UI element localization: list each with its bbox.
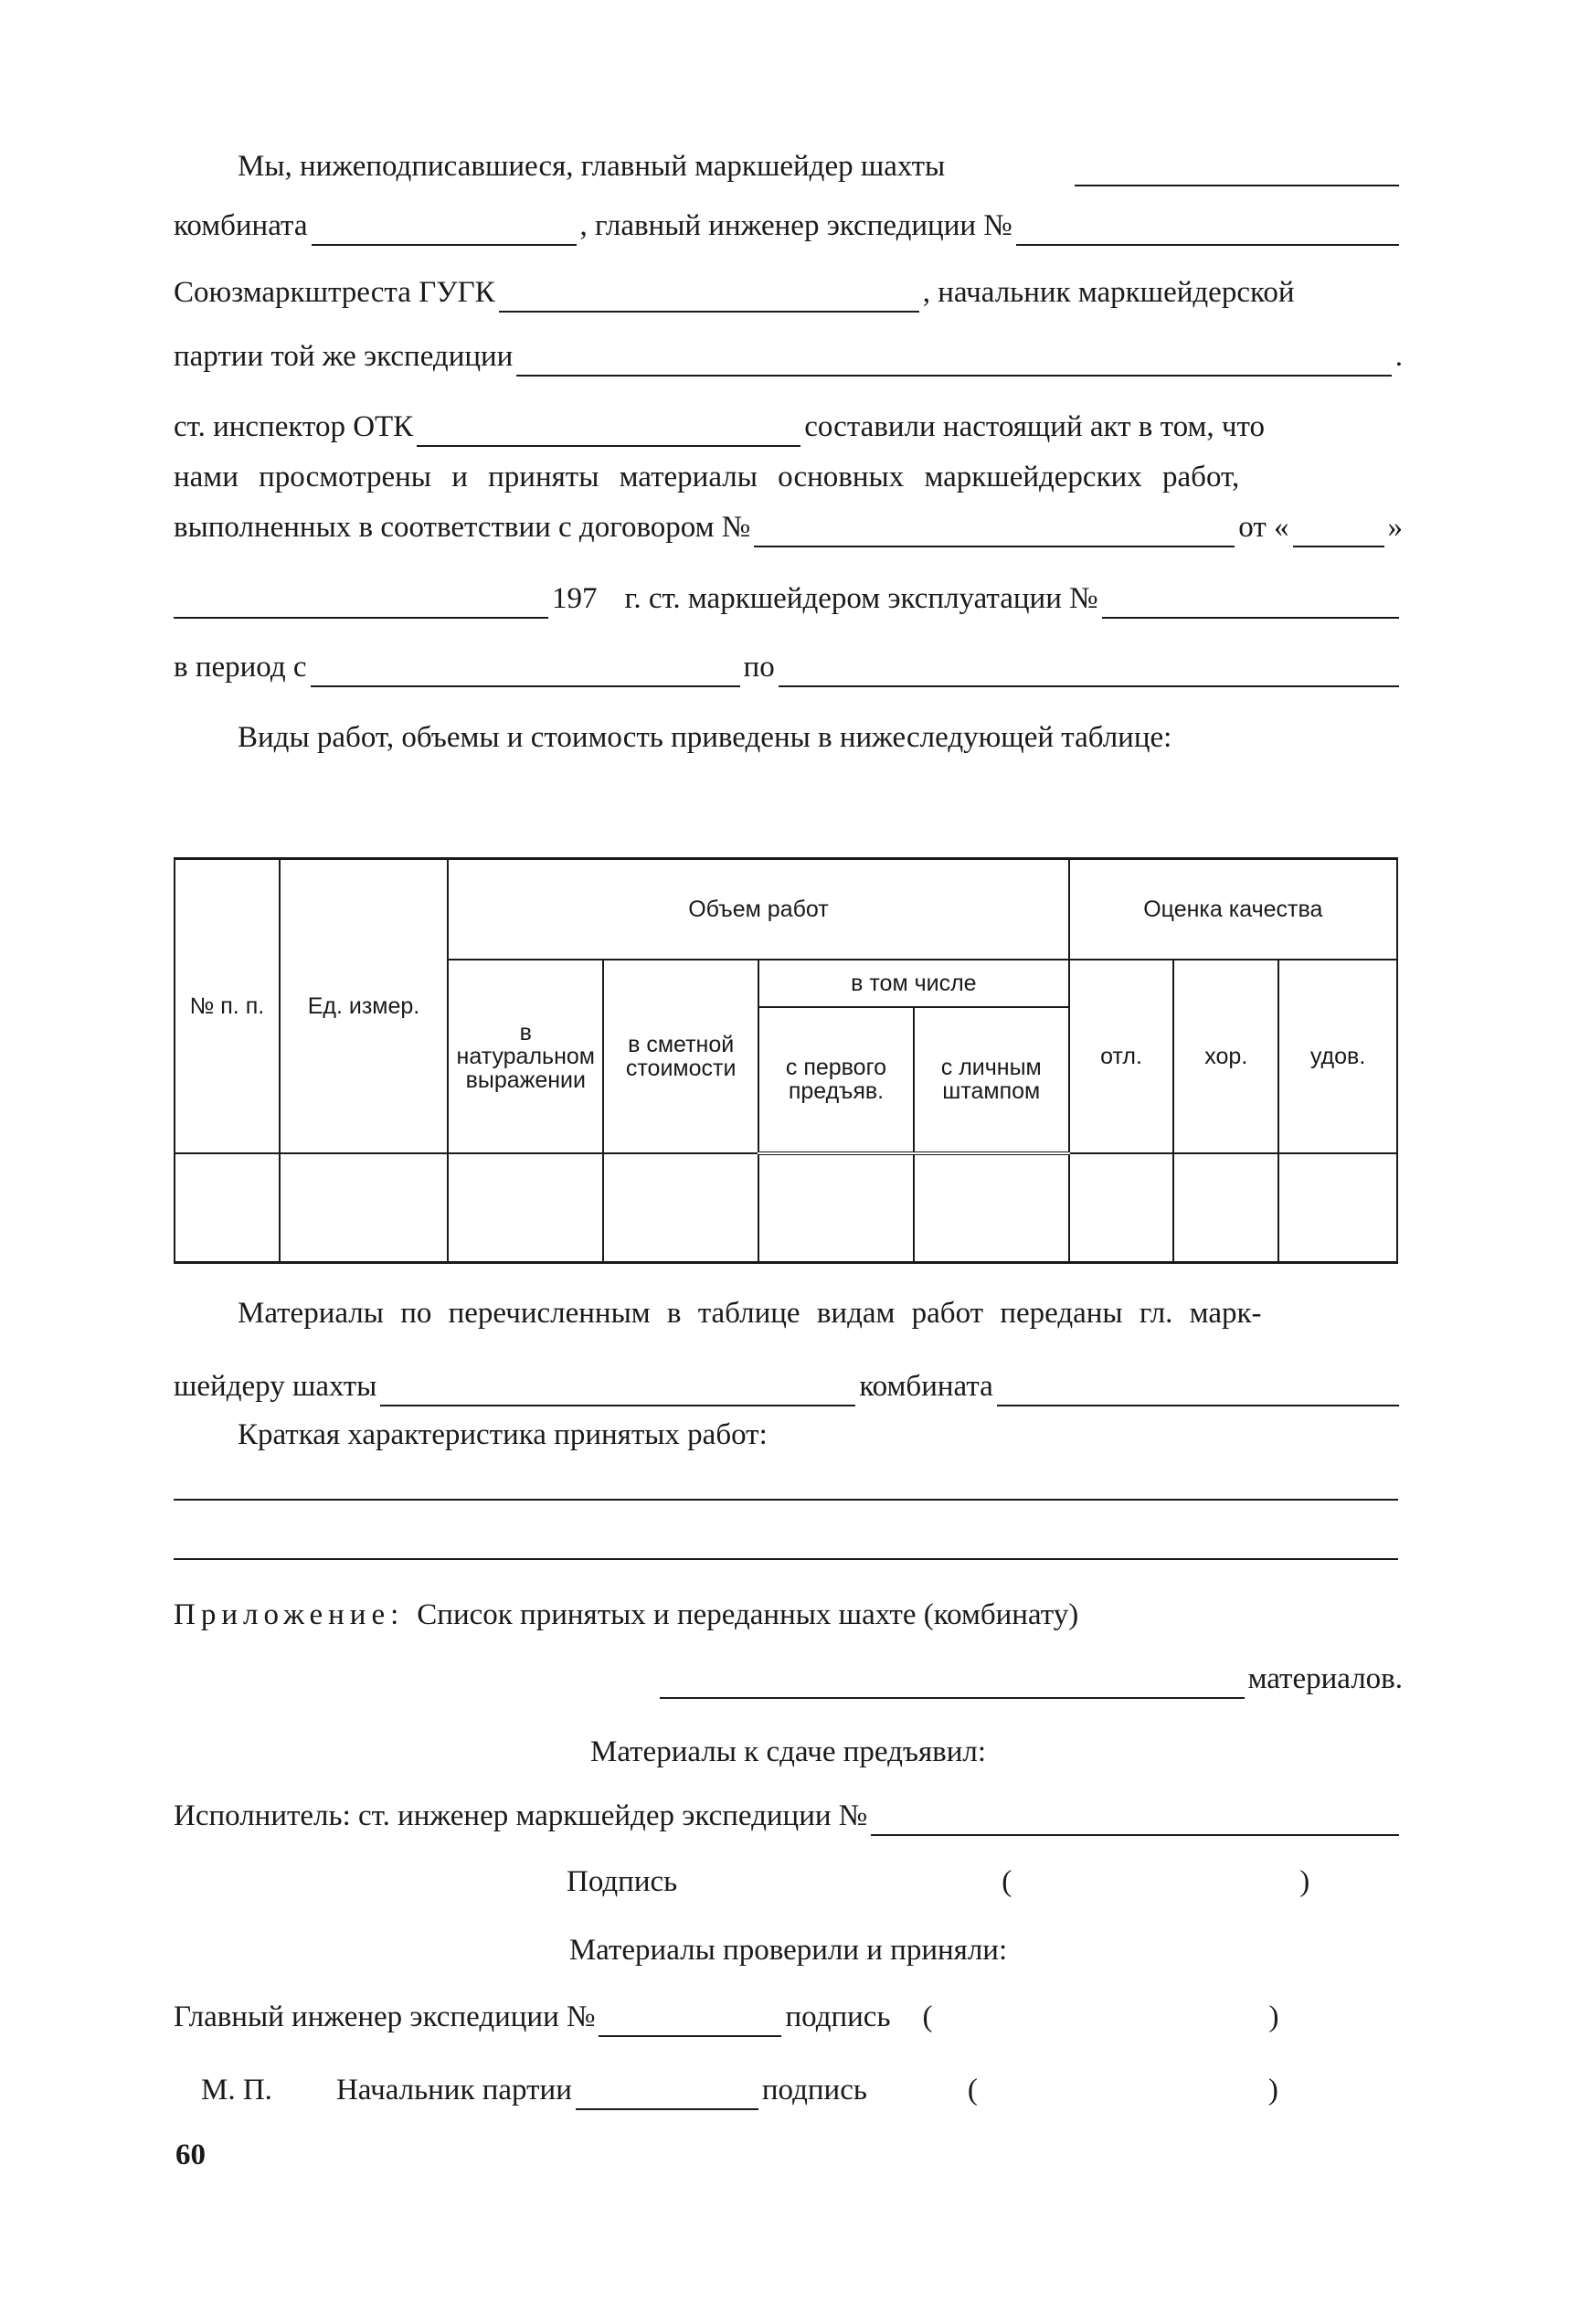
contract-label: выполненных в соответствии с договором №	[174, 511, 751, 544]
mine-surveyor-label: шейдеру шахты	[174, 1370, 377, 1403]
chief-sign-word: подпись	[785, 2000, 891, 2033]
signature-label: Подпись	[567, 1865, 678, 1898]
table-cell[interactable]	[758, 1153, 914, 1263]
chief-engineer-text: , главный инженер экспедиции №	[579, 209, 1012, 242]
table-cell[interactable]	[914, 1153, 1069, 1263]
performer-no-blank[interactable]	[871, 1807, 1399, 1836]
paren-open-2: (	[922, 2000, 933, 2033]
expedition-no-blank[interactable]	[1016, 217, 1399, 246]
appendix-line-2	[174, 1659, 1403, 1699]
intro-line-1	[174, 146, 1403, 186]
combine-label: комбината	[174, 209, 308, 242]
period-from-blank[interactable]	[311, 658, 740, 687]
summary-rule-1[interactable]	[174, 1499, 1398, 1501]
table-cell[interactable]	[1278, 1153, 1397, 1263]
period-to-label: по	[743, 651, 775, 684]
trust-name-blank[interactable]	[499, 283, 919, 313]
reviewed-text: нами просмотрены и приняты материалы основных маркшейдерских работ,	[174, 461, 1240, 493]
materials-line-2	[174, 1366, 1403, 1406]
group-header-volume: Объем работ	[448, 859, 1068, 960]
submitted-label: Материалы к сдаче предъявил:	[589, 1735, 986, 1768]
appendix-blank[interactable]	[660, 1670, 1245, 1699]
table-cell[interactable]	[175, 1153, 280, 1263]
date-quote-close: »	[1387, 511, 1403, 544]
table-cell[interactable]	[1069, 1153, 1174, 1263]
appendix-line	[174, 1595, 1403, 1635]
col-header-natural: в натуральном выражении	[448, 960, 603, 1153]
performer-signature-line	[174, 1862, 1403, 1902]
summary-label-line	[174, 1415, 1403, 1455]
party-label: партии той же экспедиции	[174, 340, 514, 373]
period-to-blank[interactable]	[779, 658, 1399, 687]
intro-line-10	[174, 717, 1403, 758]
summary-rule-2[interactable]	[174, 1558, 1398, 1560]
year-prefix: 197	[552, 582, 598, 615]
combine-name-blank[interactable]	[312, 217, 577, 246]
table-cell[interactable]	[603, 1153, 758, 1263]
paren-close-2: )	[1268, 2000, 1279, 2033]
paren-close-3: )	[1267, 2074, 1278, 2106]
intro-line-6	[174, 457, 1403, 497]
appendix-end: материалов.	[1247, 1662, 1403, 1695]
operator-no-blank[interactable]	[1102, 589, 1399, 619]
table-intro-text: Виды работ, объемы и стоимость приведены в нижеследующей таблице:	[238, 721, 1172, 754]
performer-line	[174, 1796, 1403, 1836]
col-header-no: № п. п.	[175, 859, 280, 1153]
intro-line-3	[174, 272, 1403, 313]
chief-engineer-line	[174, 1997, 1403, 2037]
party-head-blank[interactable]	[516, 347, 1391, 377]
col-header-cost: в сметной стоимости	[603, 960, 758, 1153]
appendix-text: Список принятых и переданных шахте (комбинату)	[417, 1598, 1079, 1631]
mine-blank[interactable]	[380, 1377, 855, 1406]
intro-line-2	[174, 206, 1403, 246]
page-number: 60	[175, 2138, 206, 2171]
contract-day-blank[interactable]	[1293, 518, 1384, 547]
contract-no-blank[interactable]	[754, 518, 1235, 547]
col-header-excellent: отл.	[1069, 960, 1174, 1153]
combine-blank[interactable]	[997, 1377, 1399, 1406]
inspector-name-blank[interactable]	[417, 418, 800, 447]
contract-month-blank[interactable]	[174, 589, 548, 619]
appendix-label: Приложение:	[174, 1598, 405, 1631]
table-cell[interactable]	[280, 1153, 449, 1263]
intro-line-7	[174, 507, 1403, 547]
group-header-quality: Оценка качества	[1069, 859, 1397, 960]
combine-label-2: комбината	[859, 1370, 993, 1403]
paren-open-1: (	[1002, 1865, 1012, 1898]
inspector-label: ст. инспектор ОТК	[174, 410, 414, 443]
party-head-text: , начальник маркшейдерской	[922, 276, 1295, 309]
chief-expedition-blank[interactable]	[599, 2008, 781, 2037]
paren-open-3: (	[967, 2074, 978, 2106]
col-header-good: хор.	[1173, 960, 1278, 1153]
col-header-unit: Ед. измер.	[280, 859, 449, 1153]
party-head-label: Начальник партии	[335, 2074, 572, 2106]
chief-engineer-label: Главный инженер экспедиции №	[174, 2000, 596, 2033]
performer-label: Исполнитель: ст. инженер маркшейдер экспедиции №	[174, 1799, 868, 1832]
table-cell[interactable]	[1173, 1153, 1278, 1263]
summary-label: Краткая характеристика принятых работ:	[238, 1418, 768, 1451]
operator-text: г. ст. маркшейдером эксплуатации №	[624, 582, 1098, 615]
col-header-first: с первого предъяв.	[758, 1007, 914, 1153]
party-head-line	[174, 2070, 1403, 2110]
party-sign-word: подпись	[761, 2074, 867, 2106]
table-row	[175, 1153, 1397, 1263]
checked-line	[174, 1930, 1403, 1970]
checked-label: Материалы проверили и приняли:	[568, 1934, 1008, 1967]
date-from-label: от «	[1238, 511, 1289, 544]
materials-line-1	[174, 1293, 1403, 1333]
paren-close-1: )	[1299, 1865, 1310, 1898]
trust-label: Союзмаркштреста ГУГК	[174, 276, 495, 309]
intro-line-4	[174, 336, 1403, 377]
col-header-stamp: с личным штампом	[914, 1007, 1069, 1153]
intro-text-1: Мы, нижеподписавшиеся, главный маркшейдер шахты	[238, 150, 946, 183]
line-4-end: .	[1394, 340, 1403, 373]
materials-transferred-text: Материалы по перечисленным в таблице видам работ переданы гл. марк-	[238, 1297, 1262, 1330]
period-from-label: в период с	[174, 651, 307, 684]
col-header-satisfactory: удов.	[1278, 960, 1397, 1153]
stamp-place: М. П.	[201, 2074, 272, 2106]
mine-name-blank[interactable]	[1075, 157, 1399, 186]
compiled-text: составили настоящий акт в том, что	[804, 410, 1265, 443]
group-header-including: в том числе	[758, 960, 1069, 1007]
table-cell[interactable]	[448, 1153, 603, 1263]
intro-line-9	[174, 647, 1403, 687]
works-table	[174, 857, 1398, 1264]
intro-line-5	[174, 407, 1403, 447]
submitted-line	[174, 1732, 1403, 1772]
party-head-sign-blank[interactable]	[576, 2081, 758, 2110]
intro-line-8	[174, 578, 1403, 619]
